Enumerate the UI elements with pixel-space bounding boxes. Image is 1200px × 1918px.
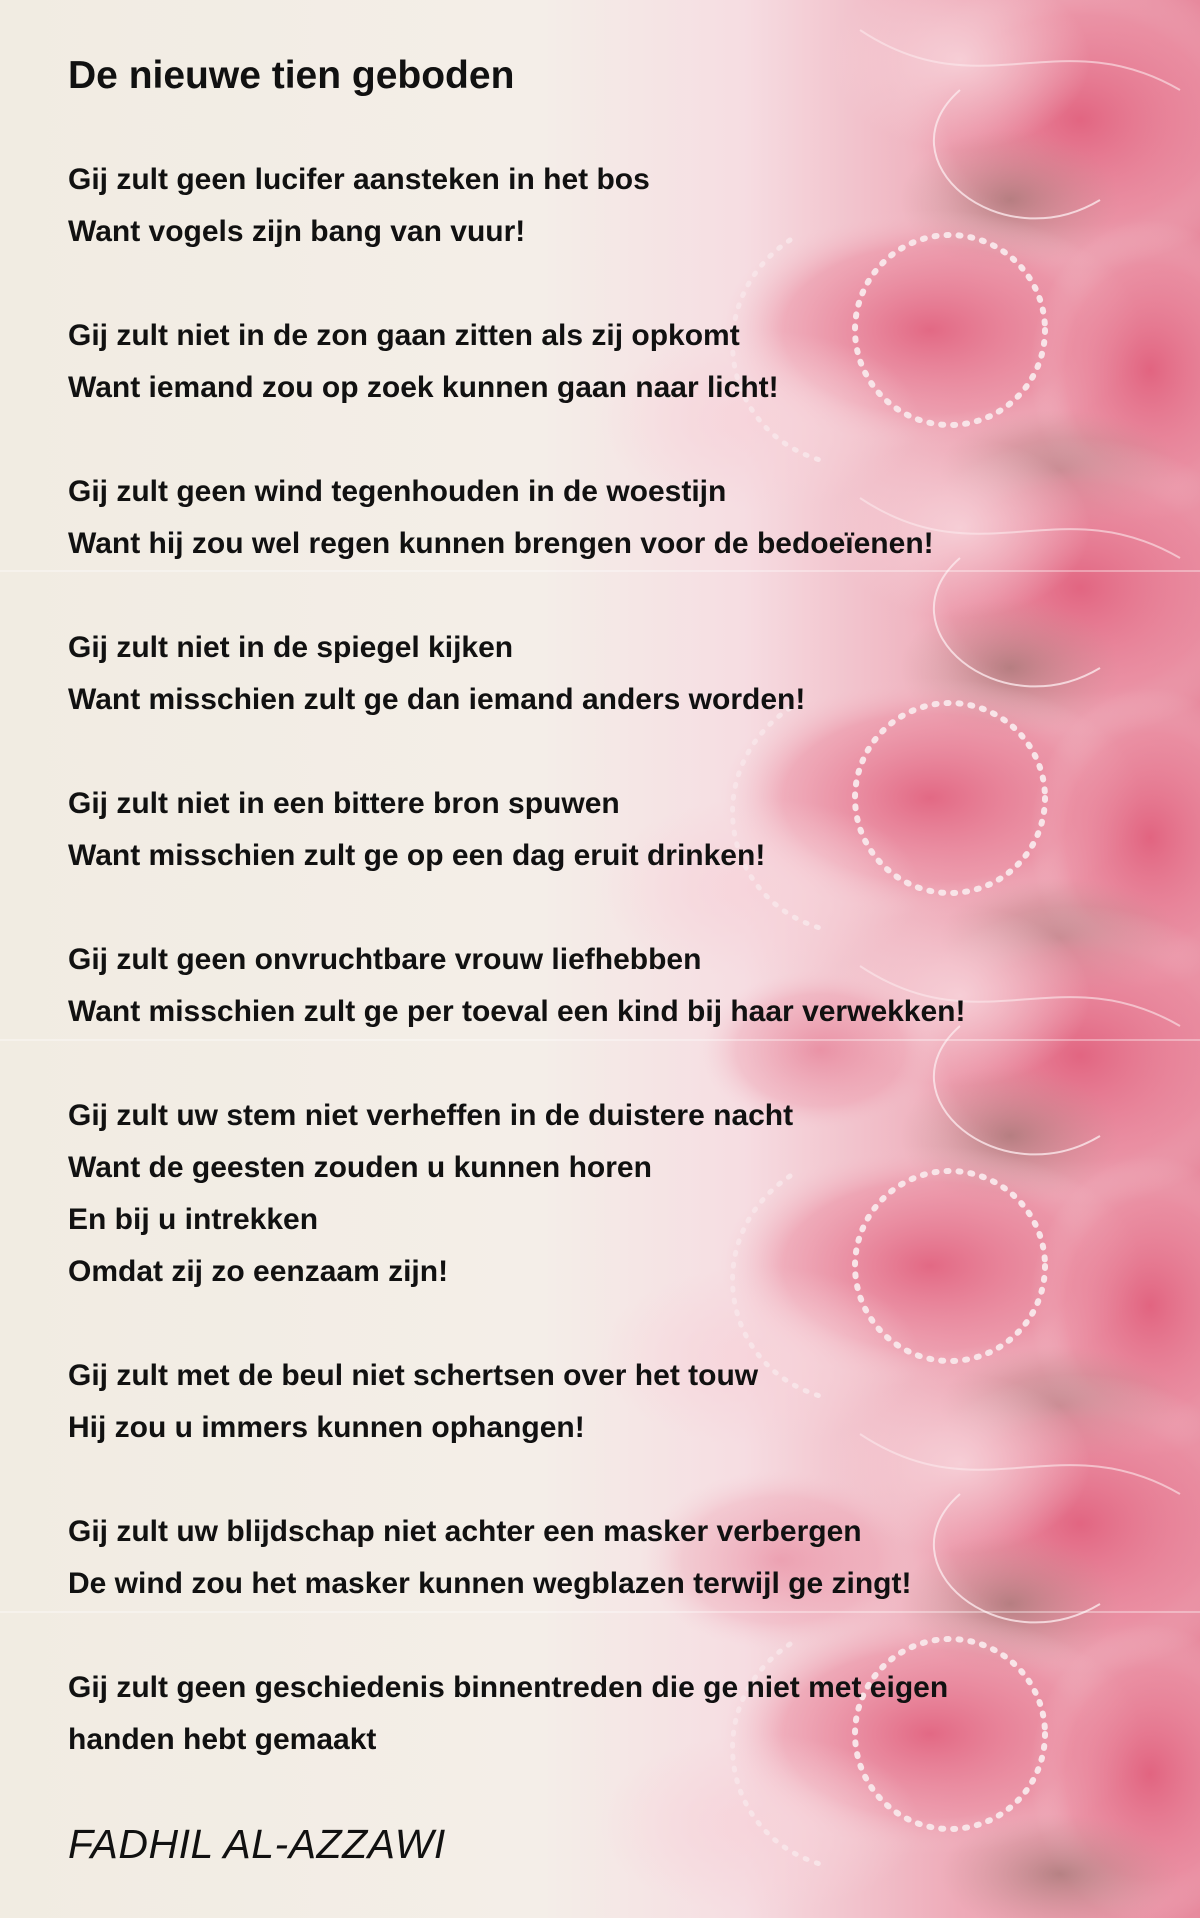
poem-author: FADHIL AL-AZZAWI xyxy=(68,1821,446,1867)
poem-line: Gij zult niet in een bittere bron spuwen xyxy=(68,787,620,820)
poem-line: Gij zult geen wind tegenhouden in de woestijn xyxy=(68,475,727,508)
poem-line: Want hij zou wel regen kunnen brengen voor de bedoeïenen! xyxy=(68,527,934,560)
stanza xyxy=(68,466,1108,570)
stanza xyxy=(68,1350,1108,1454)
poem-line: Want de geesten zouden u kunnen horen xyxy=(68,1151,652,1184)
poem-line: Gij zult niet in de spiegel kijken xyxy=(68,631,514,664)
stanza xyxy=(68,778,1108,882)
stanza xyxy=(68,154,1108,258)
poem-line: Want iemand zou op zoek kunnen gaan naar licht! xyxy=(68,371,779,404)
poem-line: Hij zou u immers kunnen ophangen! xyxy=(68,1411,585,1444)
poem-line: Want vogels zijn bang van vuur! xyxy=(68,215,526,248)
poem-line: Gij zult uw blijdschap niet achter een masker verbergen xyxy=(68,1515,862,1548)
stanza xyxy=(68,934,1108,1038)
poem-line: Want misschien zult ge per toeval een kind bij haar verwekken! xyxy=(68,995,966,1028)
stanza xyxy=(68,1090,1108,1298)
poem-line: Gij zult uw stem niet verheffen in de duistere nacht xyxy=(68,1099,794,1132)
poem-line: handen hebt gemaakt xyxy=(68,1723,377,1756)
poem-line: Gij zult geen onvruchtbare vrouw liefhebben xyxy=(68,943,702,976)
poem-line: En bij u intrekken xyxy=(68,1203,319,1236)
poem-line: Gij zult geen geschiedenis binnentreden die ge niet met eigen xyxy=(68,1671,949,1704)
poem-line: Gij zult niet in de zon gaan zitten als zij opkomt xyxy=(68,319,740,352)
stanza xyxy=(68,622,1108,726)
poem-line: De wind zou het masker kunnen wegblazen terwijl ge zingt! xyxy=(68,1567,912,1600)
poem-line: Gij zult met de beul niet schertsen over het touw xyxy=(68,1359,759,1392)
poem-line: Gij zult geen lucifer aansteken in het bos xyxy=(68,163,650,196)
stanza xyxy=(68,1506,1108,1610)
poem-line: Want misschien zult ge op een dag eruit drinken! xyxy=(68,839,766,872)
poem-title: De nieuwe tien geboden xyxy=(68,54,515,97)
stanza xyxy=(68,1662,1108,1766)
poem-line: Omdat zij zo eenzaam zijn! xyxy=(68,1255,449,1288)
stanza xyxy=(68,310,1108,414)
poem-line: Want misschien zult ge dan iemand anders worden! xyxy=(68,683,806,716)
poem-container xyxy=(68,50,1108,1870)
